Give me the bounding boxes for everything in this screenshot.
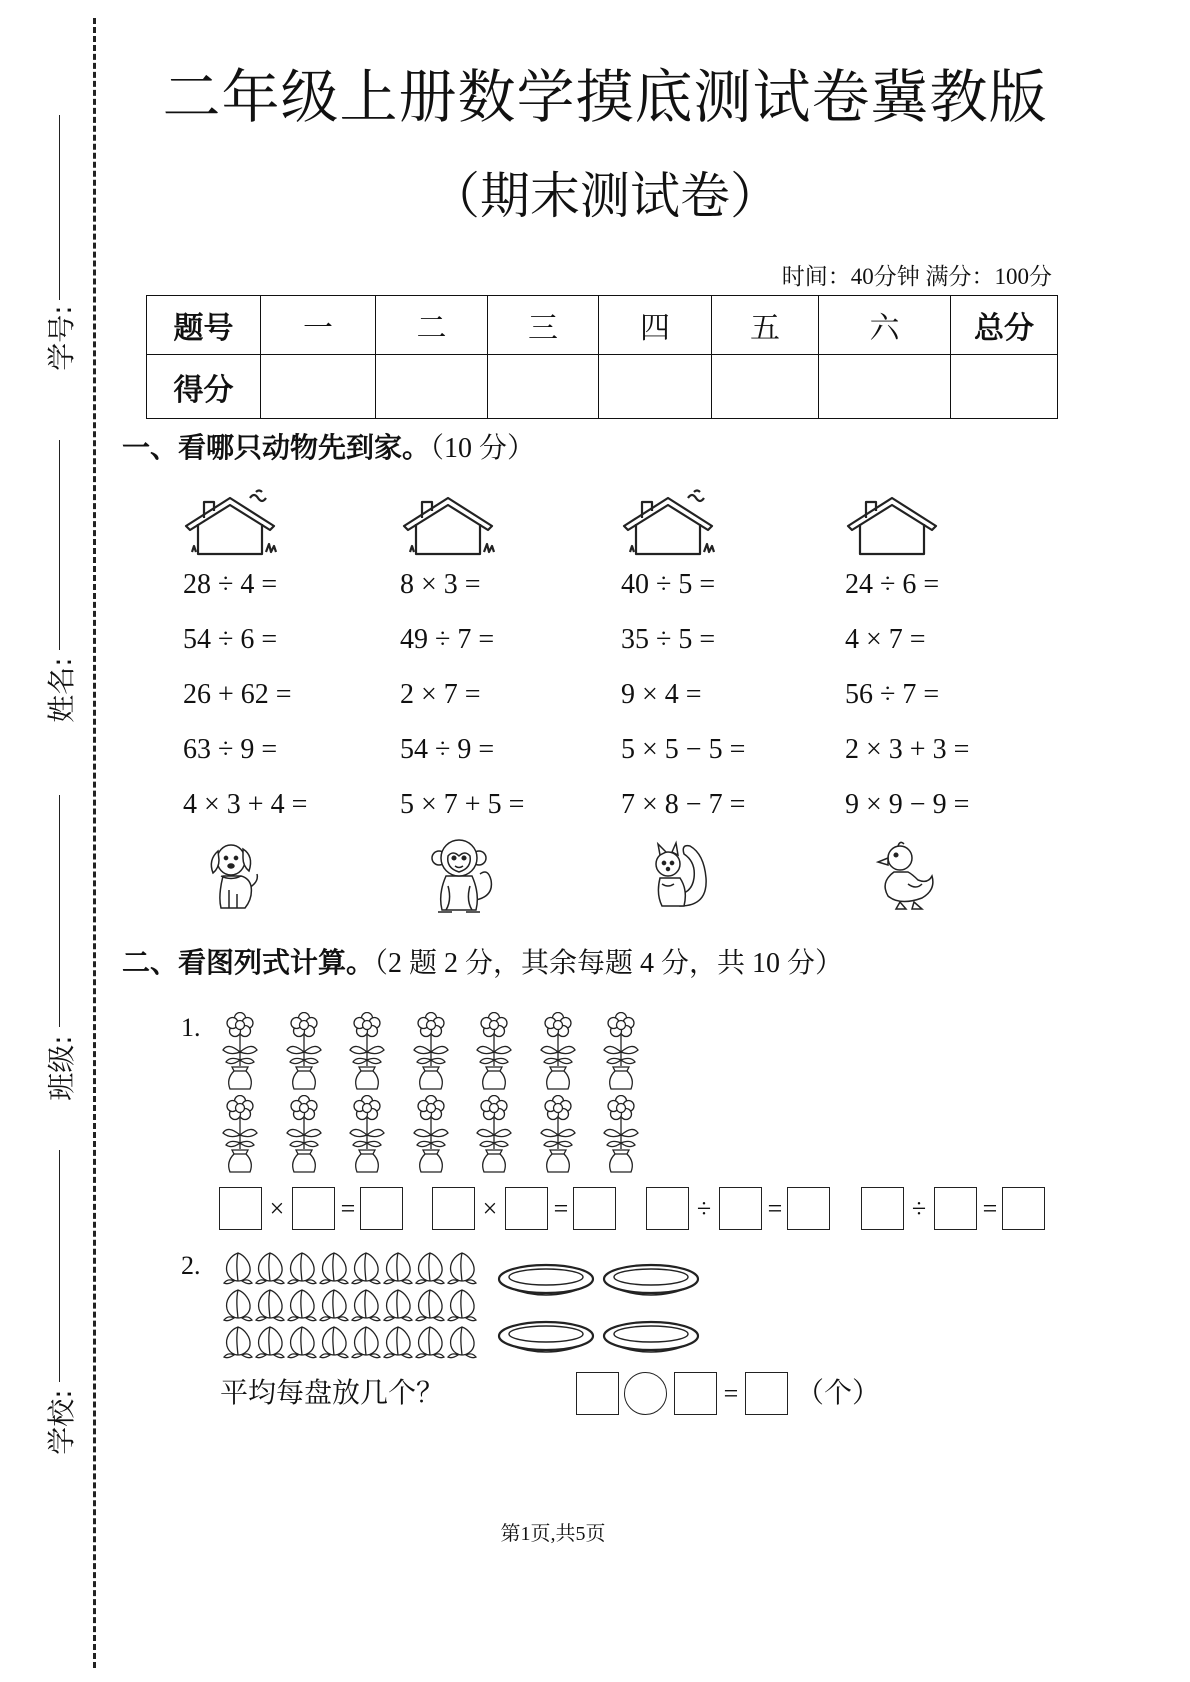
header-cell-2: 二 xyxy=(376,296,488,355)
answer-box xyxy=(861,1187,904,1230)
score-cell xyxy=(819,355,951,419)
school-underline xyxy=(59,1150,60,1382)
arithmetic-problem: 2 × 7 = xyxy=(400,679,481,710)
arithmetic-problem: 4 × 3 + 4 = xyxy=(183,789,308,820)
answer-box xyxy=(934,1187,977,1230)
peach-icon xyxy=(414,1287,446,1328)
arithmetic-problem: 49 ÷ 7 = xyxy=(400,624,495,655)
answer-box xyxy=(576,1372,619,1415)
peach-icon xyxy=(446,1324,478,1365)
dog-icon xyxy=(205,838,265,917)
answer-box xyxy=(360,1187,403,1230)
equals-sign: = xyxy=(767,1194,783,1223)
arithmetic-problem: 24 ÷ 6 = xyxy=(845,569,940,600)
peach-icon xyxy=(382,1250,414,1291)
peach-icon xyxy=(286,1287,318,1328)
arithmetic-problem: 56 ÷ 7 = xyxy=(845,679,940,710)
arithmetic-problem: 40 ÷ 5 = xyxy=(621,569,716,600)
answer-box xyxy=(432,1187,475,1230)
peach-icon xyxy=(446,1250,478,1291)
score-cell xyxy=(599,355,712,419)
peach-icon xyxy=(254,1324,286,1365)
answer-box xyxy=(719,1187,762,1230)
question2-number: 2. xyxy=(181,1251,201,1280)
peach-icon xyxy=(350,1250,382,1291)
arithmetic-problem: 26 + 62 = xyxy=(183,679,292,710)
arithmetic-problem: 9 × 9 − 9 = xyxy=(845,789,970,820)
score-row-label: 得分 xyxy=(147,355,261,419)
plate-icon xyxy=(497,1319,595,1362)
arithmetic-problem: 2 × 3 + 3 = xyxy=(845,734,970,765)
header-cell-question-number: 题号 xyxy=(147,296,261,355)
peach-icon xyxy=(350,1324,382,1365)
flower-pot-icon xyxy=(474,1095,514,1180)
flower-pot-icon xyxy=(601,1012,641,1097)
header-cell-1: 一 xyxy=(261,296,376,355)
arithmetic-problem: 35 ÷ 5 = xyxy=(621,624,716,655)
section1-title: 一、看哪只动物先到家。 xyxy=(122,431,431,464)
peach-icon xyxy=(222,1250,254,1291)
answer-box xyxy=(219,1187,262,1230)
peach-icon xyxy=(382,1324,414,1365)
house-icon xyxy=(842,488,947,561)
operator-sign: ÷ xyxy=(911,1194,927,1223)
arithmetic-problem: 8 × 3 = xyxy=(400,569,481,600)
school-label: 学校: xyxy=(45,1389,78,1455)
score-cell xyxy=(376,355,488,419)
score-cell xyxy=(951,355,1058,419)
peach-icon xyxy=(414,1324,446,1365)
plate-icon xyxy=(497,1262,595,1305)
section2-heading xyxy=(122,945,843,982)
house-icon xyxy=(398,488,503,561)
flower-pot-icon xyxy=(220,1012,260,1097)
plate-icon xyxy=(602,1262,700,1305)
peach-icon xyxy=(318,1250,350,1291)
score-cell xyxy=(261,355,376,419)
flower-pot-icon xyxy=(220,1095,260,1180)
arithmetic-problem: 54 ÷ 9 = xyxy=(400,734,495,765)
page-subtitle: （期末测试卷） xyxy=(430,168,780,224)
page-title: 二年级上册数学摸底测试卷冀教版 xyxy=(162,65,1048,130)
peach-icon xyxy=(414,1250,446,1291)
section2-title: 二、看图列式计算。 xyxy=(122,946,375,979)
peach-icon xyxy=(254,1250,286,1291)
question2-text: 平均每盘放几个？ xyxy=(220,1378,445,1409)
operator-sign: × xyxy=(269,1194,285,1223)
arithmetic-problem: 5 × 7 + 5 = xyxy=(400,789,525,820)
flower-pot-icon xyxy=(347,1012,387,1097)
answer-box xyxy=(674,1372,717,1415)
peach-icon xyxy=(222,1324,254,1365)
answer-box xyxy=(745,1372,788,1415)
peach-icon xyxy=(318,1287,350,1328)
header-cell-4: 四 xyxy=(599,296,712,355)
house-icon xyxy=(618,488,723,561)
squirrel-icon xyxy=(646,838,710,917)
arithmetic-problem: 9 × 4 = xyxy=(621,679,702,710)
arithmetic-problem: 5 × 5 − 5 = xyxy=(621,734,746,765)
arithmetic-problem: 28 ÷ 4 = xyxy=(183,569,278,600)
header-cell-6: 六 xyxy=(819,296,951,355)
equals-sign: = xyxy=(723,1379,739,1408)
peach-icon xyxy=(254,1287,286,1328)
flower-pot-icon xyxy=(411,1095,451,1180)
page-footer: 第1页,共5页 xyxy=(500,1523,606,1545)
score-cell xyxy=(712,355,819,419)
name-label: 姓名: xyxy=(45,657,78,723)
question1-number: 1. xyxy=(181,1013,201,1042)
answer-box xyxy=(787,1187,830,1230)
flower-pot-icon xyxy=(474,1012,514,1097)
arithmetic-problem: 54 ÷ 6 = xyxy=(183,624,278,655)
section2-points: （2 题 2 分，其余每题 4 分，共 10 分） xyxy=(374,948,844,979)
score-table-header-row xyxy=(147,296,1058,355)
equals-sign: = xyxy=(982,1194,998,1223)
score-table-score-row xyxy=(147,355,1058,419)
operator-sign: ÷ xyxy=(696,1194,712,1223)
header-cell-5: 五 xyxy=(712,296,819,355)
plate-icon xyxy=(602,1319,700,1362)
class-underline xyxy=(59,795,60,1027)
peach-icon xyxy=(222,1287,254,1328)
arithmetic-problem: 4 × 7 = xyxy=(845,624,926,655)
peach-icon xyxy=(350,1287,382,1328)
flower-pot-icon xyxy=(538,1095,578,1180)
flower-pot-icon xyxy=(284,1012,324,1097)
name-underline xyxy=(59,440,60,650)
operator-sign: × xyxy=(482,1194,498,1223)
section1-heading xyxy=(122,430,535,467)
flower-pot-icon xyxy=(411,1012,451,1097)
house-icon xyxy=(180,488,285,561)
flower-pot-icon xyxy=(284,1095,324,1180)
peach-icon xyxy=(286,1324,318,1365)
peach-icon xyxy=(286,1250,318,1291)
header-cell-total: 总分 xyxy=(951,296,1058,355)
duck-icon xyxy=(872,838,942,917)
operator-circle xyxy=(624,1372,667,1415)
arithmetic-problem: 7 × 8 − 7 = xyxy=(621,789,746,820)
exam-time-score-info: 时间：40分钟 满分：100分 xyxy=(781,264,1052,289)
binding-dashed-line xyxy=(93,18,96,1668)
monkey-icon xyxy=(426,838,496,921)
flower-pot-icon xyxy=(538,1012,578,1097)
unit-label: （个） xyxy=(796,1378,881,1409)
answer-box xyxy=(646,1187,689,1230)
answer-box xyxy=(573,1187,616,1230)
peach-icon xyxy=(446,1287,478,1328)
equals-sign: = xyxy=(553,1194,569,1223)
peach-icon xyxy=(318,1324,350,1365)
equals-sign: = xyxy=(340,1194,356,1223)
section1-points: （10 分） xyxy=(430,433,536,464)
answer-box xyxy=(292,1187,335,1230)
score-cell xyxy=(488,355,599,419)
flower-pot-icon xyxy=(347,1095,387,1180)
peach-icon xyxy=(382,1287,414,1328)
arithmetic-problem: 63 ÷ 9 = xyxy=(183,734,278,765)
class-label: 班级: xyxy=(45,1035,78,1101)
student-id-underline xyxy=(59,115,60,300)
student-id-label: 学号: xyxy=(45,305,78,371)
header-cell-3: 三 xyxy=(488,296,599,355)
answer-box xyxy=(1002,1187,1045,1230)
answer-box xyxy=(505,1187,548,1230)
score-table xyxy=(146,295,1058,419)
flower-pot-icon xyxy=(601,1095,641,1180)
